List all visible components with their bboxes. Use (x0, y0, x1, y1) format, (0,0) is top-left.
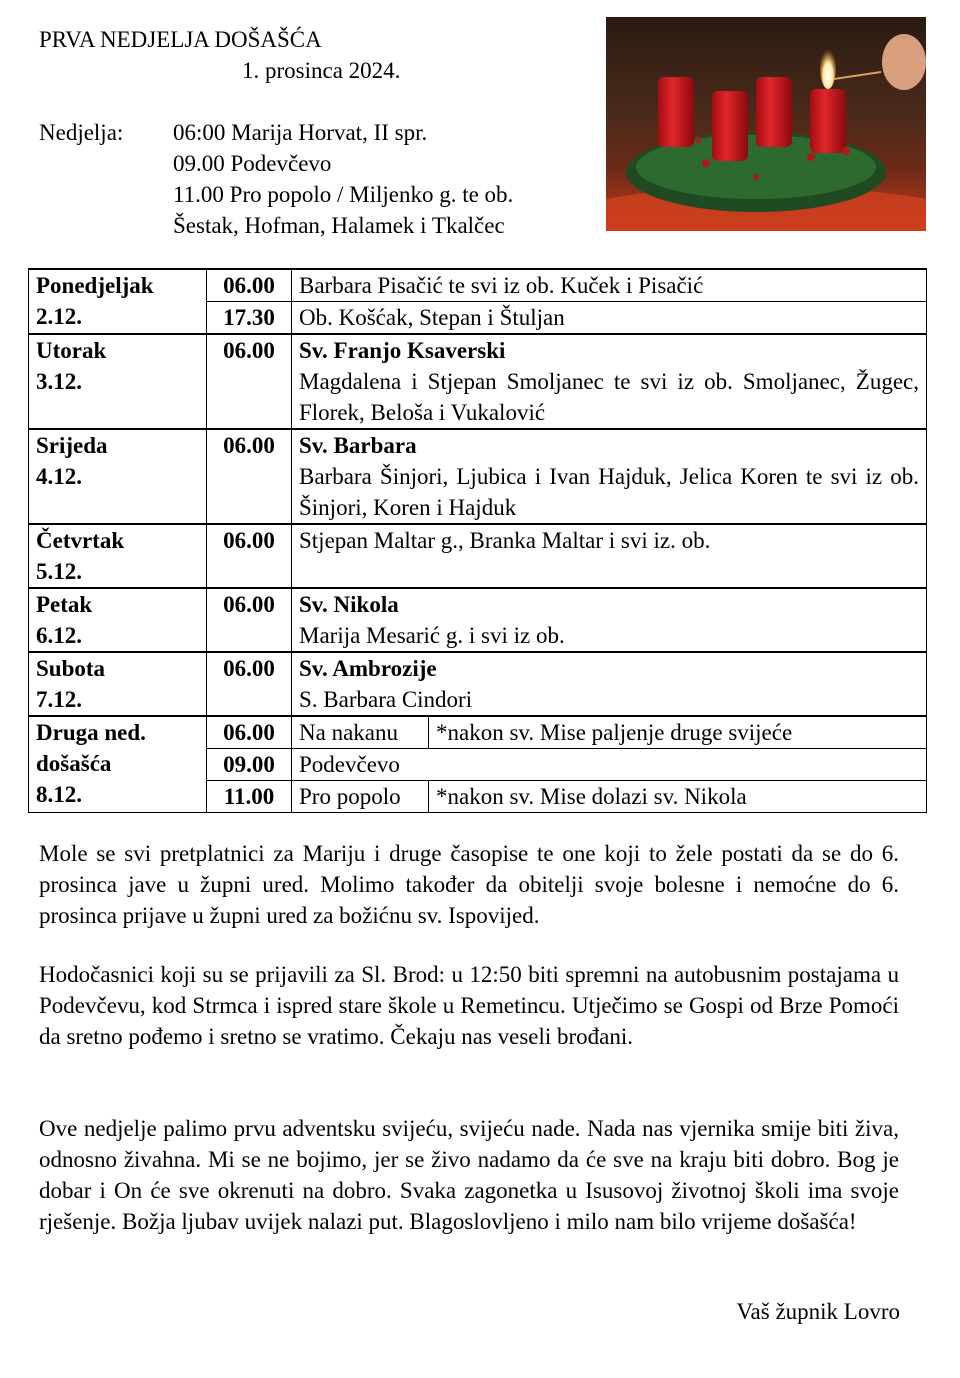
mass-time: 17.30 (207, 302, 292, 335)
day-name: Druga ned. (36, 720, 146, 745)
intention-text: S. Barbara Cindori (299, 687, 473, 712)
day-cell (29, 334, 207, 429)
day-date: 4.12. (36, 464, 82, 489)
table-row (29, 334, 927, 429)
advent-wreath-photo (606, 17, 926, 231)
day-name: došašća (36, 751, 112, 776)
mass-note: *nakon sv. Mise dolazi sv. Nikola (429, 781, 927, 813)
mass-time: 06.00 (207, 334, 292, 429)
mass-time: 06.00 (207, 652, 292, 716)
sunday-mass-line: 11.00 Pro popolo / Miljenko g. te ob. (173, 182, 514, 207)
sunday-mass-line: Šestak, Hofman, Halamek i Tkalčec (173, 213, 505, 238)
mass-intention (292, 429, 927, 524)
day-cell (29, 716, 207, 813)
saint-feast: Sv. Nikola (299, 592, 399, 617)
mass-note: *nakon sv. Mise paljenje druge svijeće (429, 716, 927, 749)
announcement-paragraph: Ove nedjelje palimo prvu adventsku svijeću, svijeću nade. Nada nas vjernika smije biti živa, odnosno živahna. Mi se ne bojimo, jer se živo nadamo da će sve na kraju biti dobro. Bog je dobar i On će sve okrenuti na dobro. Svaka zagonetka u Isusovoj životnoj školi ima svoje rješenje. Božja ljubav uvijek nalazi put. Blagoslovljeno i milo nam bilo vrijeme došašća! (39, 1116, 899, 1234)
intention-text: Magdalena i Stjepan Smoljanec te svi iz ob. Smoljanec, Žugec, Florek, Beloša i Vukalović (299, 369, 919, 425)
day-name: Srijeda (36, 433, 108, 458)
intention-text: Marija Mesarić g. i svi iz ob. (299, 623, 565, 648)
bulletin-date: 1. prosinca 2024. (242, 58, 401, 83)
mass-time: 09.00 (207, 749, 292, 781)
mass-schedule-table (28, 268, 927, 813)
bulletin-title: PRVA NEDJELJA DOŠAŠĆA (39, 27, 322, 52)
day-date: 2.12. (36, 304, 82, 329)
mass-time: 06.00 (207, 524, 292, 588)
mass-intention: Na nakanu (292, 716, 429, 749)
sunday-mass-line: 06:00 Marija Horvat, II spr. (173, 120, 428, 145)
table-row (29, 588, 927, 652)
mass-time: 06.00 (207, 269, 292, 302)
day-name: Petak (36, 592, 93, 617)
table-row (29, 524, 927, 588)
sunday-masses (173, 117, 513, 241)
day-date: 8.12. (36, 782, 82, 807)
sunday-label: Nedjelja: (39, 120, 124, 145)
announcement-paragraph: Mole se svi pretplatnici za Mariju i druge časopise te one koji to žele postati da se do 6. prosinca jave u župni ured. Molimo također da obitelji svoje bolesne i nemoćne do 6. prosinca prijave u župni ured za božićnu sv. Ispovijed. (39, 841, 899, 928)
announcement-paragraph: Hodočasnici koji su se prijavili za Sl. Brod: u 12:50 biti spremni na autobusnim postajama u Podevčevu, kod Strmca i ispred stare škole u Remetincu. Utječimo se Gospi od Brze Pomoći da sretno pođemo i sretno se vratimo. Čekaju nas veseli brođani. (39, 962, 899, 1049)
mass-time: 06.00 (207, 429, 292, 524)
day-name: Četvrtak (36, 528, 125, 553)
mass-intention (292, 652, 927, 716)
mass-intention (292, 334, 927, 429)
day-cell (29, 429, 207, 524)
saint-feast: Sv. Ambrozije (299, 656, 437, 681)
day-date: 5.12. (36, 559, 82, 584)
intention-text: Barbara Šinjori, Ljubica i Ivan Hajduk, Jelica Koren te svi iz ob. Šinjori, Koren i Hajduk (299, 464, 919, 520)
day-date: 7.12. (36, 687, 82, 712)
mass-time: 11.00 (207, 781, 292, 813)
day-name: Ponedjeljak (36, 273, 154, 298)
mass-time: 06.00 (207, 588, 292, 652)
mass-intention: Ob. Košćak, Stepan i Štuljan (292, 302, 927, 335)
mass-intention: Podevčevo (292, 749, 927, 781)
day-date: 3.12. (36, 369, 82, 394)
mass-intention: Pro popolo (292, 781, 429, 813)
day-cell (29, 652, 207, 716)
day-cell (29, 588, 207, 652)
table-row (29, 429, 927, 524)
table-row (29, 269, 927, 302)
saint-feast: Sv. Barbara (299, 433, 417, 458)
day-date: 6.12. (36, 623, 82, 648)
mass-time: 06.00 (207, 716, 292, 749)
day-name: Utorak (36, 338, 107, 363)
saint-feast: Sv. Franjo Ksaverski (299, 338, 506, 363)
table-row (29, 716, 927, 749)
day-cell (29, 269, 207, 334)
table-row (29, 652, 927, 716)
day-cell (29, 524, 207, 588)
day-name: Subota (36, 656, 106, 681)
signature: Vaš župnik Lovro (736, 1299, 900, 1324)
mass-intention: Stjepan Maltar g., Branka Maltar i svi iz. ob. (292, 524, 927, 588)
mass-intention: Barbara Pisačić te svi iz ob. Kuček i Pisačić (292, 269, 927, 302)
sunday-mass-line: 09.00 Podevčevo (173, 151, 332, 176)
mass-intention (292, 588, 927, 652)
